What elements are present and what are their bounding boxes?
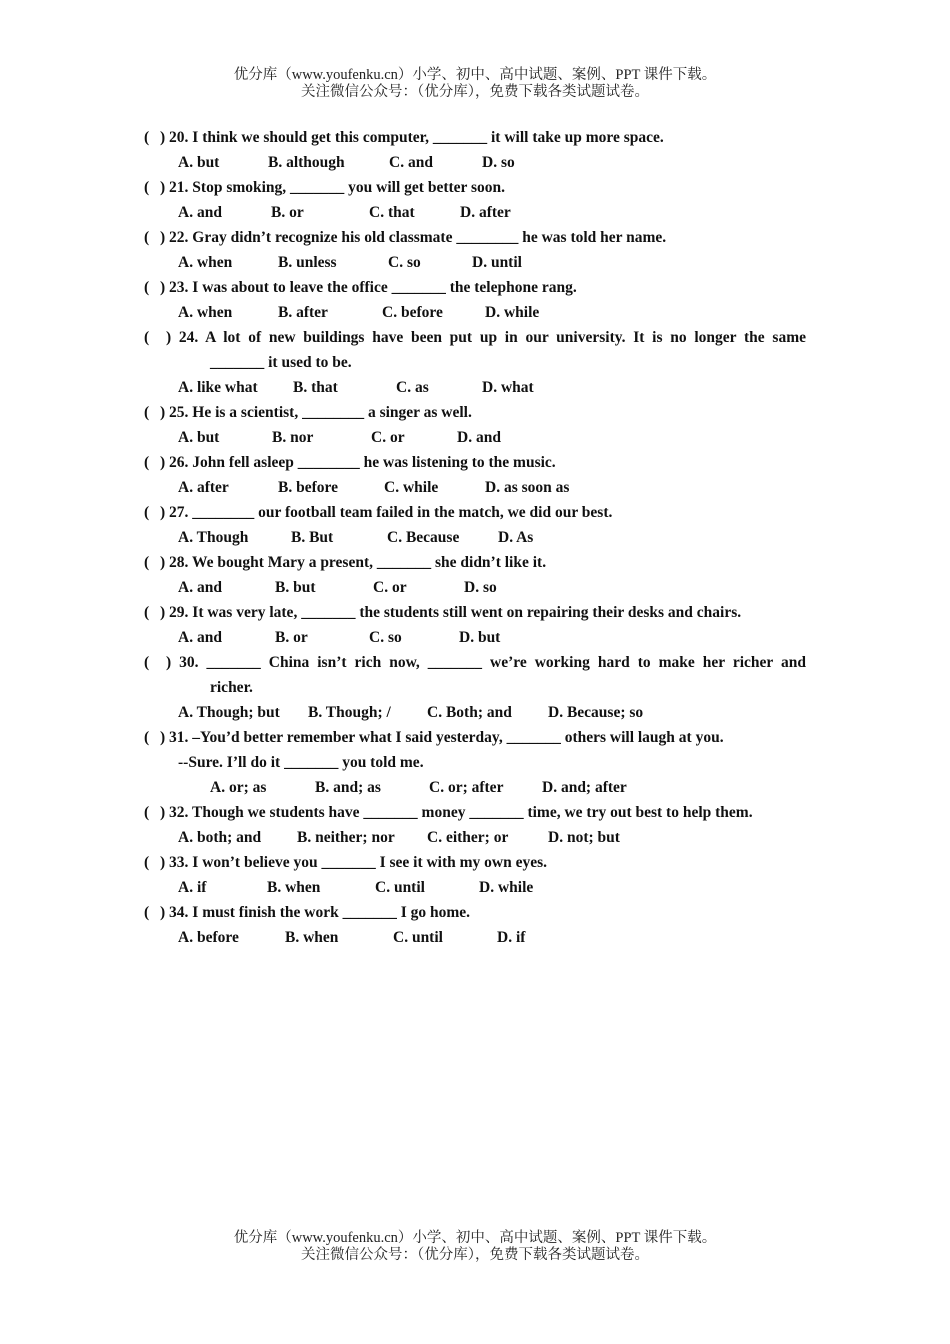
option-d: D. so (482, 154, 515, 171)
footer-line-2: 关注微信公众号：（优分库），免费下载各类试题试卷。 (301, 1247, 649, 1263)
option-a: A. and (178, 579, 222, 596)
question-29 (144, 600, 806, 650)
option-a: A. but (178, 429, 220, 446)
option-d: D. while (479, 879, 534, 896)
question-27 (144, 500, 806, 550)
question-stem: ) 21. Stop smoking, _______ you will get better soon. (160, 179, 506, 196)
answer-bracket: ( (144, 554, 150, 571)
option-c: C. so (388, 254, 421, 271)
question-stem: ) 23. I was about to leave the office _______ the telephone rang. (160, 279, 577, 296)
options-row (144, 825, 806, 850)
option-b: B. nor (272, 429, 314, 446)
option-d: D. what (482, 379, 534, 396)
options-row (144, 575, 806, 600)
question-stem: ) 22. Gray didn’t recognize his old classmate ________ he was told her name. (160, 229, 667, 246)
answer-bracket: ( (144, 229, 150, 246)
answer-bracket: ( (144, 129, 150, 146)
options-row (144, 775, 806, 800)
option-b: B. neither; nor (297, 829, 395, 846)
option-b: B. or (271, 204, 304, 221)
question-list (144, 125, 806, 950)
option-d: D. Because; so (548, 704, 644, 721)
option-a: A. after (178, 479, 229, 496)
options-row (144, 700, 806, 725)
answer-bracket: ( (144, 454, 150, 471)
option-d: D. as soon as (485, 479, 570, 496)
option-d: D. and (457, 429, 501, 446)
option-b: B. and; as (315, 779, 381, 796)
question-stem: ) 29. It was very late, _______ the students still went on repairing their desks and chairs. (160, 604, 742, 621)
question-stem: ) 20. I think we should get this computer, _______ it will take up more space. (160, 129, 664, 146)
answer-bracket: ( (144, 279, 150, 296)
question-26 (144, 450, 806, 500)
question-stem: ) 30. _______ China isn’t rich now, _______ we’re working hard to make her richer and (166, 654, 806, 671)
option-b: B. Though; / (308, 704, 391, 721)
option-a: A. both; and (178, 829, 262, 846)
question-stem: ) 26. John fell asleep ________ he was listening to the music. (160, 454, 556, 471)
option-c: C. and (389, 154, 433, 171)
option-c: C. as (396, 379, 429, 396)
options-row (144, 425, 806, 450)
footer-line-1: 优分库（www.youfenku.cn）小学、初中、高中试题、案例、PPT 课件下载。 (233, 1230, 717, 1246)
options-row (144, 150, 806, 175)
option-c: C. while (384, 479, 439, 496)
question-20 (144, 125, 806, 175)
options-row (144, 300, 806, 325)
option-b: B. before (278, 479, 338, 496)
option-c: C. or (373, 579, 407, 596)
answer-bracket: ( (144, 329, 150, 346)
option-a: A. Though (178, 529, 249, 546)
question-stem: ) 32. Though we students have _______ money _______ time, we try out best to help them. (160, 804, 753, 821)
option-a: A. when (178, 254, 233, 271)
answer-bracket: ( (144, 904, 150, 921)
question-34 (144, 900, 806, 950)
option-b: B. but (275, 579, 316, 596)
option-d: D. while (485, 304, 540, 321)
question-stem: ) 27. ________ our football team failed in the match, we did our best. (160, 504, 613, 521)
options-row (144, 200, 806, 225)
answer-bracket: ( (144, 179, 150, 196)
answer-bracket: ( (144, 404, 150, 421)
option-c: C. that (369, 204, 415, 221)
page-footer (0, 1230, 950, 1264)
question-30 (144, 650, 806, 725)
question-22 (144, 225, 806, 275)
option-b: B. when (267, 879, 321, 896)
option-a: A. when (178, 304, 233, 321)
option-a: A. or; as (210, 779, 267, 796)
option-d: D. so (464, 579, 497, 596)
option-c: C. Both; and (427, 704, 512, 721)
question-stem: ) 28. We bought Mary a present, _______ she didn’t like it. (160, 554, 547, 571)
question-reply: --Sure. I’ll do it _______ you told me. (178, 754, 424, 771)
option-b: B. But (291, 529, 334, 546)
option-b: B. although (268, 154, 345, 171)
option-d: D. until (472, 254, 522, 271)
option-d: D. and; after (542, 779, 627, 796)
question-24 (144, 325, 806, 400)
option-d: D. not; but (548, 829, 620, 846)
question-21 (144, 175, 806, 225)
answer-bracket: ( (144, 604, 150, 621)
options-row (144, 925, 806, 950)
question-stem: ) 24. A lot of new buildings have been put up in our university. It is no longer the same (166, 329, 806, 346)
question-31 (144, 725, 806, 800)
options-row (144, 250, 806, 275)
option-c: C. or; after (429, 779, 504, 796)
option-a: A. but (178, 154, 220, 171)
option-b: B. after (278, 304, 328, 321)
answer-bracket: ( (144, 504, 150, 521)
option-a: A. Though; but (178, 704, 280, 721)
question-25 (144, 400, 806, 450)
page-header (0, 67, 950, 101)
option-a: A. like what (178, 379, 258, 396)
options-row (144, 525, 806, 550)
option-c: C. before (382, 304, 443, 321)
option-b: B. or (275, 629, 308, 646)
question-stem-continued: richer. (210, 679, 253, 696)
option-c: C. Because (387, 529, 460, 546)
question-stem-continued: _______ it used to be. (210, 354, 352, 371)
option-d: D. if (497, 929, 526, 946)
option-b: B. that (293, 379, 338, 396)
option-a: A. and (178, 629, 222, 646)
question-stem: ) 31. –You’d better remember what I said yesterday, _______ others will laugh at you. (160, 729, 724, 746)
option-c: C. either; or (427, 829, 509, 846)
option-c: C. so (369, 629, 402, 646)
answer-bracket: ( (144, 854, 150, 871)
question-stem: ) 33. I won’t believe you _______ I see it with my own eyes. (160, 854, 548, 871)
options-row (144, 875, 806, 900)
option-d: D. after (460, 204, 511, 221)
header-line-1: 优分库（www.youfenku.cn）小学、初中、高中试题、案例、PPT 课件下载。 (233, 67, 717, 83)
option-a: A. if (178, 879, 207, 896)
option-a: A. before (178, 929, 239, 946)
options-row (144, 625, 806, 650)
option-a: A. and (178, 204, 222, 221)
question-28 (144, 550, 806, 600)
option-c: C. until (393, 929, 443, 946)
options-row (144, 375, 806, 400)
options-row (144, 475, 806, 500)
option-d: D. As (498, 529, 534, 546)
option-d: D. but (459, 629, 501, 646)
question-stem: ) 25. He is a scientist, ________ a singer as well. (160, 404, 472, 421)
header-line-2: 关注微信公众号：（优分库），免费下载各类试题试卷。 (301, 84, 649, 100)
option-c: C. or (371, 429, 405, 446)
answer-bracket: ( (144, 729, 150, 746)
option-b: B. unless (278, 254, 337, 271)
answer-bracket: ( (144, 804, 150, 821)
option-b: B. when (285, 929, 339, 946)
question-32 (144, 800, 806, 850)
question-33 (144, 850, 806, 900)
question-stem: ) 34. I must finish the work _______ I go home. (160, 904, 471, 921)
question-23 (144, 275, 806, 325)
answer-bracket: ( (144, 654, 150, 671)
option-c: C. until (375, 879, 425, 896)
